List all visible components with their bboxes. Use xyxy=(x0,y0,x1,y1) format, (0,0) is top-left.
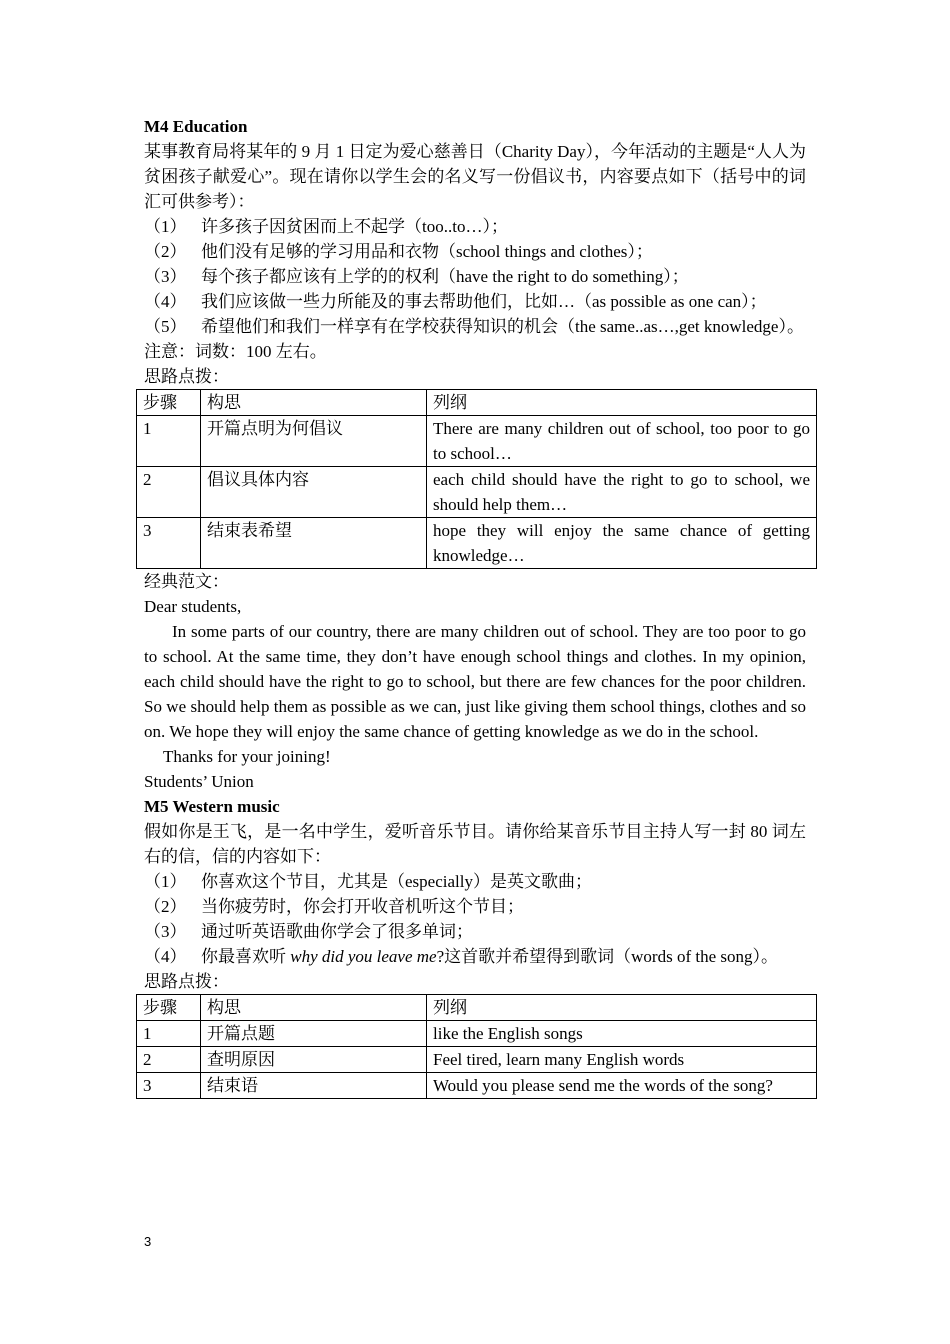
m4-point: （4） 我们应该做一些力所能及的事去帮助他们，比如…（as possible as one can）； xyxy=(144,292,767,311)
document-page xyxy=(143,114,810,1099)
table-row xyxy=(137,1021,817,1047)
m5-plan-table xyxy=(136,994,817,1099)
m5-point: （4） 你最喜欢听 why did you leave me?这首歌并希望得到歌词（words of the song）。 xyxy=(144,947,778,966)
table-cell: 3 xyxy=(137,1073,201,1099)
table-header-row xyxy=(137,390,817,416)
table-cell: 3 xyxy=(137,518,201,569)
table-cell: hope they will enjoy the same chance of getting knowledge… xyxy=(427,518,817,569)
table-header-cell: 构思 xyxy=(201,390,427,416)
table-cell: Feel tired, learn many English words xyxy=(427,1047,817,1073)
table-row xyxy=(137,1073,817,1099)
table-cell: 开篇点明为何倡议 xyxy=(201,416,427,467)
m4-intro: 某事教育局将某年的 9 月 1 日定为爱心慈善日（Charity Day），今年活动的主题是“人人为贫困孩子献爱心”。现在请你以学生会的名义写一份倡议书，内容要点如下（括号中的词汇可供参考）： xyxy=(144,142,806,211)
table-header-cell: 列纲 xyxy=(427,995,817,1021)
m4-points xyxy=(144,214,806,339)
m4-point: （3） 每个孩子都应该有上学的的权利（have the right to do something）； xyxy=(144,267,689,286)
table-cell: each child should have the right to go to school, we should help them… xyxy=(427,467,817,518)
table-header-row xyxy=(137,995,817,1021)
table-header-cell: 步骤 xyxy=(137,390,201,416)
m5-intro: 假如你是王飞，是一名中学生，爱听音乐节目。请你给某音乐节目主持人写一封 80 词左右的信，信的内容如下： xyxy=(144,822,806,866)
table-header-cell: 列纲 xyxy=(427,390,817,416)
table-header-cell: 构思 xyxy=(201,995,427,1021)
table-cell: 1 xyxy=(137,416,201,467)
m5-point: （1） 你喜欢这个节目，尤其是（especially）是英文歌曲； xyxy=(144,872,592,891)
m5-title: M5 Western music xyxy=(144,797,280,816)
table-cell: 1 xyxy=(137,1021,201,1047)
m4-point: （1） 许多孩子因贫困而上不起学（too..to…）； xyxy=(144,217,508,236)
m4-sample-label: 经典范文： xyxy=(144,572,229,591)
song-title: why did you leave me xyxy=(290,947,437,966)
table-cell: 2 xyxy=(137,1047,201,1073)
m5-point: （2） 当你疲劳时，你会打开收音机听这个节目； xyxy=(144,897,524,916)
letter-thanks: Thanks for your joining! xyxy=(163,747,331,766)
table-header-cell: 步骤 xyxy=(137,995,201,1021)
m5-hint-label: 思路点拨： xyxy=(144,972,229,991)
m4-plan-table xyxy=(136,389,817,569)
letter-signature: Students’ Union xyxy=(144,772,254,791)
m4-point: （5） 希望他们和我们一样享有在学校获得知识的机会（the same..as…,get knowledge）。 xyxy=(144,317,804,336)
table-cell: There are many children out of school, too poor to go to school… xyxy=(427,416,817,467)
table-row xyxy=(137,518,817,569)
m5-point: （3） 通过听英语歌曲你学会了很多单词； xyxy=(144,922,473,941)
table-cell: 开篇点题 xyxy=(201,1021,427,1047)
letter-body: In some parts of our country, there are many children out of school. They are too poor to go to school. At the same time, they don’t have enough school things and clothes. In my opinion, each child should have the right to go to school, but there are few chances for the poor children. So we should help them as possible as we can, just like giving them school things, clothes and so on. We hope they will enjoy the same chance of getting knowledge as we do in the school. xyxy=(144,622,806,741)
table-cell: 查明原因 xyxy=(201,1047,427,1073)
table-cell: 结束语 xyxy=(201,1073,427,1099)
m4-title: M4 Education xyxy=(144,117,248,136)
table-row xyxy=(137,1047,817,1073)
m4-hint-label: 思路点拨： xyxy=(144,367,229,386)
page-number: 3 xyxy=(144,1234,152,1249)
m5-points xyxy=(144,869,806,969)
m4-note: 注意：词数：100 左右。 xyxy=(144,342,327,361)
table-row xyxy=(137,416,817,467)
letter-greeting: Dear students, xyxy=(144,597,242,616)
table-cell: 结束表希望 xyxy=(201,518,427,569)
table-cell: like the English songs xyxy=(427,1021,817,1047)
table-cell: Would you please send me the words of the song? xyxy=(427,1073,817,1099)
table-cell: 倡议具体内容 xyxy=(201,467,427,518)
m4-point: （2） 他们没有足够的学习用品和衣物（school things and clothes）； xyxy=(144,242,653,261)
table-row xyxy=(137,467,817,518)
table-cell: 2 xyxy=(137,467,201,518)
